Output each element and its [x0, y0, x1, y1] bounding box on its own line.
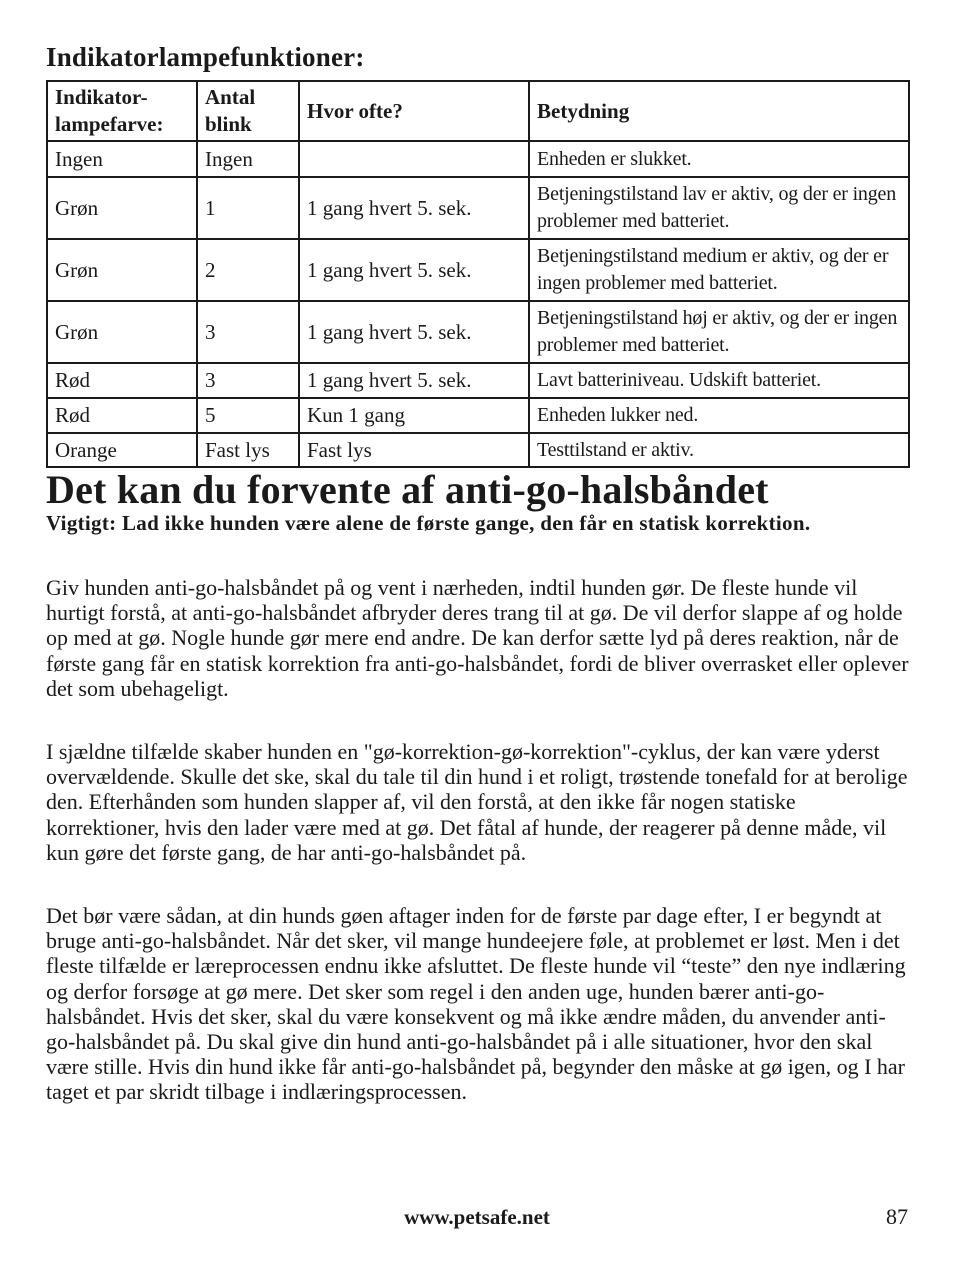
cell-frequency: 1 gang hvert 5. sek.: [299, 177, 529, 239]
table-row: [47, 239, 909, 301]
cell-meaning: Betjeningstilstand lav er aktiv, og der er ingen problemer med batteriet.: [529, 177, 909, 239]
cell-color: Ingen: [47, 141, 197, 177]
cell-frequency: [299, 141, 529, 177]
cell-meaning: Lavt batteriniveau. Udskift batteriet.: [529, 363, 909, 398]
table-row: [47, 301, 909, 363]
cell-color: Orange: [47, 433, 197, 467]
page-number: 87: [886, 1204, 908, 1229]
footer-url: www.petsafe.net: [404, 1205, 550, 1229]
table-header-row: [47, 81, 909, 141]
cell-meaning: Betjeningstilstand medium er aktiv, og der er ingen problemer med batteriet.: [529, 239, 909, 301]
cell-frequency: 1 gang hvert 5. sek.: [299, 363, 529, 398]
body-paragraph: Giv hunden anti-go-halsbåndet på og vent i nærheden, indtil hunden gør. De fleste hunde vil hurtigt forstå, at anti-go-halsbåndet afbryder deres trang til at gø. De vil derfor slappe af og holde op med at gø. Nogle hunde gør mere end andre. De kan derfor sætte lyd på deres reaktion, når de første gang får en statisk korrektion fra anti-go-halsbåndet, fordi de bliver overrasket eller oplever det som ubehageligt.: [46, 575, 909, 701]
cell-blinks: 5: [197, 398, 299, 433]
cell-blinks: Fast lys: [197, 433, 299, 467]
header-meaning: Betydning: [529, 81, 909, 141]
cell-meaning: Betjeningstilstand høj er aktiv, og der er ingen problemer med batteriet.: [529, 301, 909, 363]
section-heading: Indikatorlampefunktioner:: [46, 42, 365, 72]
header-blinks: Antal blink: [197, 81, 299, 141]
cell-blinks: 3: [197, 363, 299, 398]
cell-color: Grøn: [47, 239, 197, 301]
cell-frequency: 1 gang hvert 5. sek.: [299, 301, 529, 363]
cell-blinks: 3: [197, 301, 299, 363]
cell-frequency: Fast lys: [299, 433, 529, 467]
cell-color: Grøn: [47, 301, 197, 363]
header-frequency: Hvor ofte?: [299, 81, 529, 141]
table-row: [47, 398, 909, 433]
indicator-table: [46, 80, 910, 468]
cell-color: Rød: [47, 363, 197, 398]
cell-frequency: Kun 1 gang: [299, 398, 529, 433]
table-row: [47, 363, 909, 398]
cell-meaning: Enheden lukker ned.: [529, 398, 909, 433]
header-color: Indikator- lampefarve:: [47, 81, 197, 141]
cell-meaning: Enheden er slukket.: [529, 141, 909, 177]
table-row: [47, 141, 909, 177]
important-note: Vigtigt: Lad ikke hunden være alene de første gange, den får en statisk korrektion.: [46, 511, 811, 535]
cell-frequency: 1 gang hvert 5. sek.: [299, 239, 529, 301]
cell-color: Grøn: [47, 177, 197, 239]
cell-blinks: Ingen: [197, 141, 299, 177]
body-paragraph: Det bør være sådan, at din hunds gøen aftager inden for de første par dage efter, I er begyndt at bruge anti-go-halsbåndet. Når det sker, vil mange hundeejere føle, at problemet er løst. Men i det fleste tilfælde er læreprocessen endnu ikke afsluttet. De fleste hunde vil “teste” den nye indlæring og derfor forsøge at gø mere. Det sker som regel i den anden uge, hunden bærer anti-go-halsbåndet. Hvis det sker, skal du være konsekvent og må ikke ændre måden, du anvender anti-go-halsbåndet på. Du skal give din hund anti-go-halsbåndet på i alle situationer, hvor den skal være stille. Hvis din hund ikke får anti-go-halsbåndet på, begynder den måske at gø igen, og I har taget et par skridt tilbage i indlæringsprocessen.: [46, 903, 906, 1105]
cell-color: Rød: [47, 398, 197, 433]
main-heading: Det kan du forvente af anti-go-halsbåndet: [46, 467, 769, 512]
table-row: [47, 433, 909, 467]
cell-blinks: 1: [197, 177, 299, 239]
cell-meaning: Testtilstand er aktiv.: [529, 433, 909, 467]
cell-blinks: 2: [197, 239, 299, 301]
body-paragraph: I sjældne tilfælde skaber hunden en "gø-korrektion-gø-korrektion"-cyklus, der kan være yderst overvældende. Skulle det ske, skal du tale til din hund i et roligt, trøstende tonefald for at berolige den. Efterhånden som hunden slapper af, vil den forstå, at den ikke får nogen statiske korrektioner, hvis den lader være med at gø. Det fåtal af hunde, der reagerer på denne måde, vil kun gøre det første gang, de har anti-go-halsbåndet på.: [46, 739, 908, 865]
table-row: [47, 177, 909, 239]
